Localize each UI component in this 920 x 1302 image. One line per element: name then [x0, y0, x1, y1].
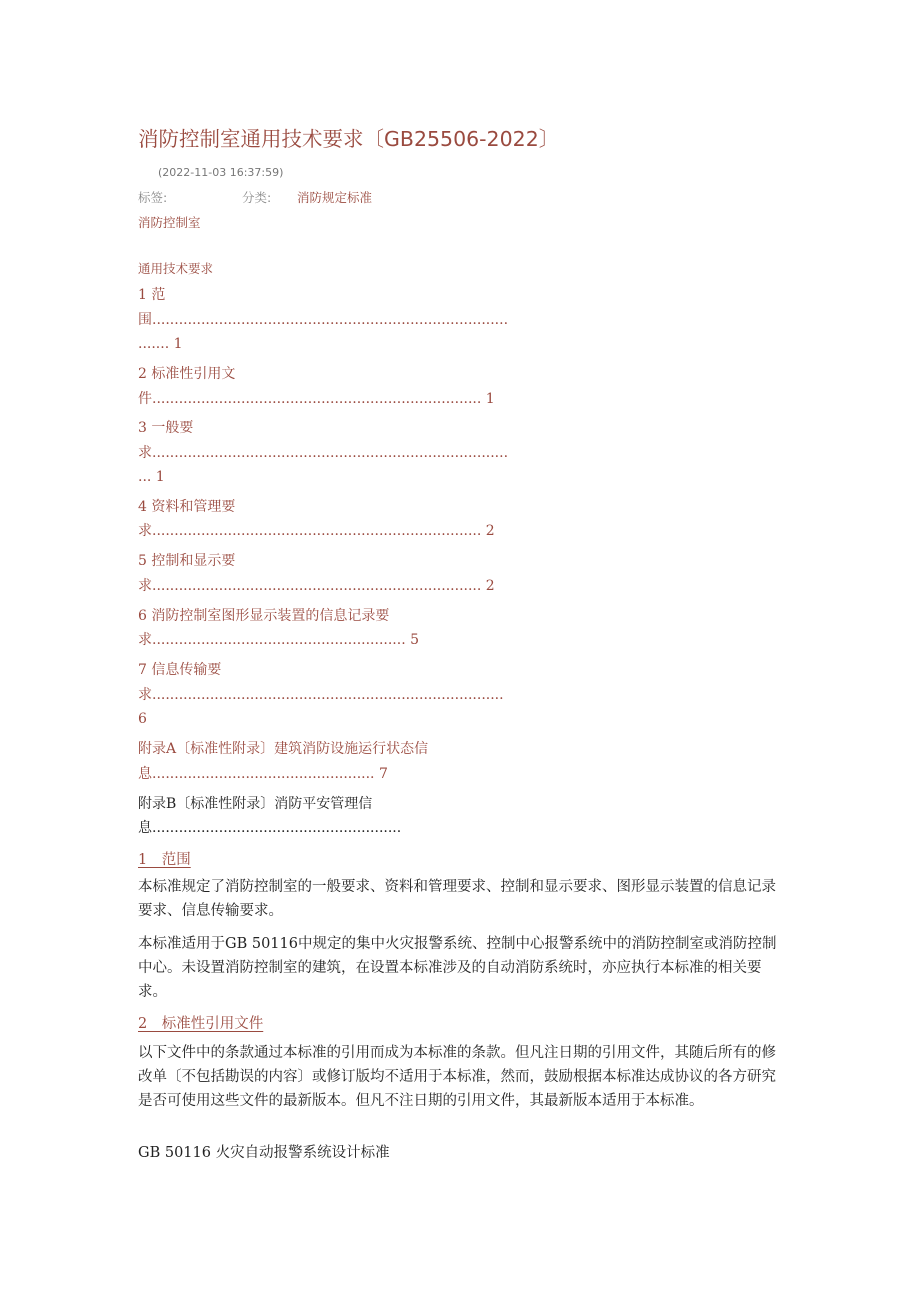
section-paragraph: 以下文件中的条款通过本标准的引用而成为本标准的条款。但凡注日期的引用文件，其随后所有的修改单〔不包括勘误的内容〕或修订版均不适用于本标准，然而，鼓励根据本标准达成协议的各方研究是否可使用这些文件的最新版本。但凡不注日期的引用文件，其最新版本适用于本标准。 — [138, 1045, 776, 1109]
toc-heading: 通用技术要求 — [138, 261, 214, 276]
toc-line[interactable]: 求......................................................... 5 — [138, 632, 420, 648]
toc-line[interactable]: ....... 1 — [138, 336, 183, 352]
section-heading-scope[interactable]: 1 范围 — [138, 852, 191, 868]
toc-line[interactable]: 附录B〔标准性附录〕消防平安管理信 — [138, 796, 373, 812]
toc-line[interactable]: 求................................................................................ — [138, 445, 509, 461]
toc-line[interactable]: 求............................................................................... — [138, 687, 504, 703]
post-timestamp: (2022-11-03 16:37:59) — [158, 166, 284, 179]
toc-line[interactable]: 求.......................................................................... 2 — [138, 578, 495, 594]
page-title: 消防控制室通用技术要求〔GB25506-2022〕 — [138, 127, 560, 151]
toc-line[interactable]: 围................................................................................ — [138, 312, 509, 328]
toc-line[interactable]: ... 1 — [138, 469, 165, 485]
tags-label: 标签: — [138, 190, 168, 205]
section-paragraph: 本标准适用于GB 50116中规定的集中火灾报警系统、控制中心报警系统中的消防控制室或消防控制中心。未设置消防控制室的建筑，在设置本标准涉及的自动消防系统时，亦应执行本标准的相关要求。 — [138, 936, 777, 1000]
toc-line[interactable]: 4 资料和管理要 — [138, 499, 236, 515]
tag-link[interactable]: 消防控制室 — [138, 215, 201, 230]
toc-line[interactable]: 件.......................................................................... 1 — [138, 391, 495, 407]
toc-line[interactable]: 5 控制和显示要 — [138, 553, 236, 569]
category-link[interactable]: 消防规定标准 — [297, 190, 373, 205]
toc-line[interactable]: 2 标准性引用文 — [138, 366, 236, 382]
section-heading-references[interactable]: 2 标准性引用文件 — [138, 1016, 264, 1032]
toc-line[interactable]: 7 信息传输要 — [138, 662, 222, 678]
toc-line[interactable]: 3 一般要 — [138, 420, 194, 436]
reference-item: GB 50116 火灾自动报警系统设计标准 — [138, 1145, 390, 1161]
toc-line[interactable]: 求.......................................................................... 2 — [138, 523, 495, 539]
toc-line[interactable]: 6 消防控制室图形显示装置的信息记录要 — [138, 608, 390, 624]
toc-line[interactable]: 附录A〔标准性附录〕建筑消防设施运行状态信 — [138, 741, 429, 757]
section-paragraph: 本标准规定了消防控制室的一般要求、资料和管理要求、控制和显示要求、图形显示装置的信息记录要求、信息传输要求。 — [138, 879, 776, 919]
toc-line[interactable]: 1 范 — [138, 287, 166, 303]
category-label: 分类: — [242, 190, 272, 205]
toc-line[interactable]: 息.................................................. 7 — [138, 766, 388, 782]
toc-line[interactable]: 息........................................................ — [138, 820, 402, 836]
toc-line[interactable]: 6 — [138, 711, 147, 727]
